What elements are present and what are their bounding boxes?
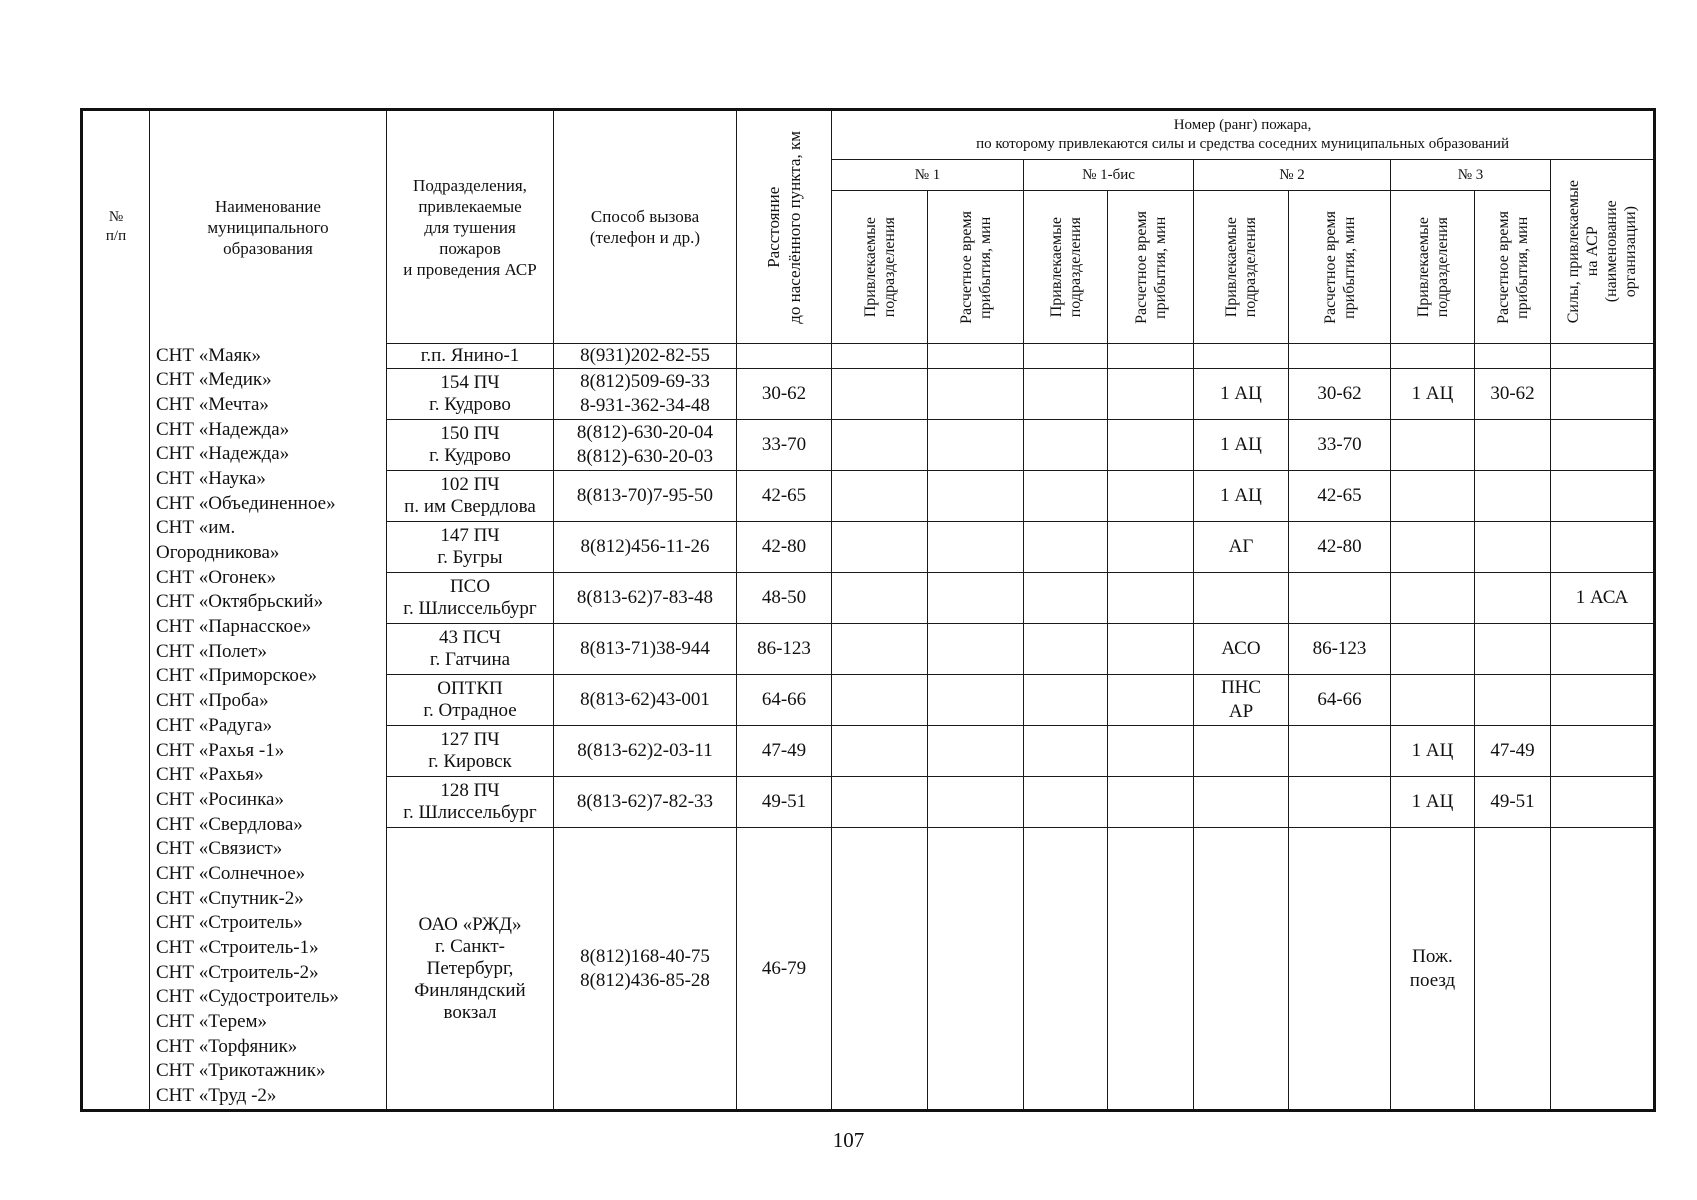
municipality-name: СНТ «Маяк» (156, 344, 262, 366)
cell-asr (1551, 369, 1655, 420)
cell-r2u: 1 АЦ (1194, 471, 1289, 522)
municipality-name: СНТ «Солнечное» (156, 862, 306, 884)
cell-asr (1551, 828, 1655, 1110)
cell-unit: 154 ПЧ г. Кудрово (387, 369, 554, 420)
municipality-name: СНТ «Парнасское» (156, 616, 312, 638)
municipality-name: СНТ «Строитель-2» (156, 961, 319, 983)
cell-r2t: 42-80 (1289, 522, 1391, 573)
cell-r2u (1194, 344, 1289, 369)
municipality-name: СНТ «Приморское» (156, 665, 318, 687)
cell-r3u (1391, 522, 1475, 573)
municipality-name: СНТ «Проба» (156, 690, 269, 712)
cell-r1bt (1108, 828, 1194, 1110)
cell-call: 8(813-62)2-03-11 (554, 726, 737, 777)
cell-r1t (928, 369, 1024, 420)
cell-r1t (928, 624, 1024, 675)
municipality-name: СНТ «Судостроитель» (156, 986, 339, 1008)
cell-call: 8(812)-630-20-04 8(812)-630-20-03 (554, 420, 737, 471)
cell-r1bt (1108, 573, 1194, 624)
cell-dist: 42-65 (737, 471, 832, 522)
cell-r2u (1194, 777, 1289, 828)
cell-r2t (1289, 726, 1391, 777)
cell-r3t: 30-62 (1475, 369, 1551, 420)
cell-asr (1551, 344, 1655, 369)
municipality-name: СНТ «Трикотажник» (156, 1060, 326, 1082)
municipality-name: СНТ «Росинка» (156, 788, 284, 810)
cell-r2t (1289, 777, 1391, 828)
municipality-list-cell (150, 344, 387, 1111)
cell-dist: 47-49 (737, 726, 832, 777)
municipality-name: СНТ «Полет» (156, 640, 267, 662)
cell-dist: 48-50 (737, 573, 832, 624)
header-r1bis-units: Привлекаемые подразделения (1024, 191, 1108, 344)
cell-asr (1551, 522, 1655, 573)
cell-asr (1551, 420, 1655, 471)
cell-r1bt (1108, 344, 1194, 369)
cell-r2t (1289, 344, 1391, 369)
cell-r1bu (1024, 828, 1108, 1110)
cell-r1u (832, 344, 928, 369)
header-r3-time: Расчетное время прибытия, мин (1475, 191, 1551, 344)
cell-r1t (928, 420, 1024, 471)
header-rank-title: Номер (ранг) пожара, по которому привлекаются силы и средства соседних муниципальных образований (832, 110, 1655, 160)
cell-r2u: АГ (1194, 522, 1289, 573)
municipality-name: СНТ «Труд -2» (156, 1085, 277, 1107)
cell-r1u (832, 624, 928, 675)
cell-r3u (1391, 344, 1475, 369)
cell-asr (1551, 675, 1655, 726)
cell-r1u (832, 522, 928, 573)
header-units: Подразделения, привлекаемые для тушения пожаров и проведения АСР (387, 110, 554, 344)
cell-r3u (1391, 420, 1475, 471)
cell-asr: 1 АСА (1551, 573, 1655, 624)
cell-r3t (1475, 344, 1551, 369)
cell-call: 8(813-62)7-83-48 (554, 573, 737, 624)
cell-r1bu (1024, 420, 1108, 471)
cell-call: 8(813-62)7-82-33 (554, 777, 737, 828)
cell-dist: 30-62 (737, 369, 832, 420)
municipality-name: СНТ «Мечта» (156, 393, 269, 415)
municipality-name: СНТ «Медик» (156, 369, 272, 391)
cell-r1u (832, 369, 928, 420)
cell-r1t (928, 344, 1024, 369)
cell-r1bt (1108, 726, 1194, 777)
cell-r1bu (1024, 471, 1108, 522)
cell-asr (1551, 726, 1655, 777)
header-call: Способ вызова (телефон и др.) (554, 110, 737, 344)
cell-unit: г.п. Янино-1 (387, 344, 554, 369)
cell-r3u (1391, 624, 1475, 675)
table-body (82, 344, 1655, 1111)
municipality-name: СНТ «Радуга» (156, 714, 273, 736)
municipality-name: СНТ «Свердлова» (156, 813, 303, 835)
cell-unit: 150 ПЧ г. Кудрово (387, 420, 554, 471)
cell-r3t (1475, 522, 1551, 573)
cell-r2u: 1 АЦ (1194, 420, 1289, 471)
municipality-name: СНТ «Терем» (156, 1011, 268, 1033)
header-r1-units: Привлекаемые подразделения (832, 191, 928, 344)
cell-r3u: 1 АЦ (1391, 777, 1475, 828)
cell-dist: 46-79 (737, 828, 832, 1110)
cell-r1t (928, 675, 1024, 726)
municipality-name: СНТ «Рахья -1» (156, 739, 285, 761)
cell-r2u (1194, 828, 1289, 1110)
cell-r1t (928, 828, 1024, 1110)
cell-unit: ОАО «РЖД» г. Санкт- Петербург, Финляндский вокзал (387, 828, 554, 1110)
cell-r2u: АСО (1194, 624, 1289, 675)
cell-r2t: 86-123 (1289, 624, 1391, 675)
cell-r1u (832, 777, 928, 828)
cell-asr (1551, 471, 1655, 522)
municipality-name: СНТ «Объединенное» (156, 492, 336, 514)
cell-asr (1551, 624, 1655, 675)
cell-r3t (1475, 573, 1551, 624)
cell-r3t (1475, 420, 1551, 471)
fire-forces-table (80, 108, 1656, 1112)
municipality-name: СНТ «Строитель» (156, 912, 303, 934)
cell-r1u (832, 471, 928, 522)
cell-r3t: 47-49 (1475, 726, 1551, 777)
header-num: № п/п (82, 110, 150, 344)
cell-unit: ОПТКП г. Отрадное (387, 675, 554, 726)
header-rank-1bis: № 1-бис (1024, 160, 1194, 191)
cell-r1t (928, 471, 1024, 522)
cell-r2u (1194, 573, 1289, 624)
municipality-name: СНТ «Связист» (156, 838, 283, 860)
header-r2-time: Расчетное время прибытия, мин (1289, 191, 1391, 344)
cell-r1bt (1108, 777, 1194, 828)
cell-call: 8(812)168-40-75 8(812)436-85-28 (554, 828, 737, 1110)
cell-call: 8(813-70)7-95-50 (554, 471, 737, 522)
cell-call: 8(813-62)43-001 (554, 675, 737, 726)
cell-r3u: 1 АЦ (1391, 369, 1475, 420)
cell-r3u (1391, 573, 1475, 624)
cell-call: 8(812)509-69-33 8-931-362-34-48 (554, 369, 737, 420)
header-r3-units: Привлекаемые подразделения (1391, 191, 1475, 344)
header-rank-3: № 3 (1391, 160, 1551, 191)
cell-asr (1551, 777, 1655, 828)
cell-r1bt (1108, 420, 1194, 471)
municipality-name: СНТ «Октябрьский» (156, 591, 324, 613)
cell-call: 8(812)456-11-26 (554, 522, 737, 573)
cell-r2t: 33-70 (1289, 420, 1391, 471)
cell-r3u (1391, 471, 1475, 522)
cell-unit: ПСО г. Шлиссельбург (387, 573, 554, 624)
header-r1-time: Расчетное время прибытия, мин (928, 191, 1024, 344)
cell-r3t (1475, 624, 1551, 675)
cell-r1bu (1024, 624, 1108, 675)
cell-unit: 43 ПСЧ г. Гатчина (387, 624, 554, 675)
cell-dist: 49-51 (737, 777, 832, 828)
cell-r1bu (1024, 675, 1108, 726)
cell-r1t (928, 777, 1024, 828)
cell-r1u (832, 573, 928, 624)
cell-r2t: 42-65 (1289, 471, 1391, 522)
page-number: 107 (832, 1128, 865, 1152)
cell-unit: 128 ПЧ г. Шлиссельбург (387, 777, 554, 828)
cell-r1bu (1024, 369, 1108, 420)
cell-unit: 102 ПЧ п. им Свердлова (387, 471, 554, 522)
cell-r1u (832, 675, 928, 726)
cell-r2t: 30-62 (1289, 369, 1391, 420)
header-municipality: Наименование муниципального образования (150, 110, 387, 344)
header-distance: Расстояние до населённого пункта, км (737, 110, 832, 344)
cell-dist: 64-66 (737, 675, 832, 726)
municipality-name: СНТ «Спутник-2» (156, 887, 304, 909)
cell-unit: 147 ПЧ г. Бугры (387, 522, 554, 573)
header-r1bis-time: Расчетное время прибытия, мин (1108, 191, 1194, 344)
cell-r3t (1475, 828, 1551, 1110)
cell-r1bt (1108, 471, 1194, 522)
municipality-name: СНТ «им. (156, 517, 236, 539)
cell-unit: 127 ПЧ г. Кировск (387, 726, 554, 777)
cell-r1bu (1024, 573, 1108, 624)
cell-r2u (1194, 726, 1289, 777)
cell-r1bu (1024, 777, 1108, 828)
cell-r1u (832, 420, 928, 471)
cell-r2t (1289, 573, 1391, 624)
cell-r3u: 1 АЦ (1391, 726, 1475, 777)
cell-r1u (832, 726, 928, 777)
cell-r1t (928, 522, 1024, 573)
header-rank-1: № 1 (832, 160, 1024, 191)
cell-r2u: 1 АЦ (1194, 369, 1289, 420)
cell-r1bt (1108, 369, 1194, 420)
cell-r1bt (1108, 522, 1194, 573)
municipality-name: СНТ «Наука» (156, 467, 266, 489)
cell-r1t (928, 726, 1024, 777)
header-r2-units: Привлекаемые подразделения (1194, 191, 1289, 344)
municipality-name: Огородникова» (156, 542, 280, 563)
cell-call: 8(813-71)38-944 (554, 624, 737, 675)
cell-r3t (1475, 675, 1551, 726)
table-row (82, 344, 1655, 369)
cell-r2t (1289, 828, 1391, 1110)
municipality-name: СНТ «Надежда» (156, 443, 290, 465)
cell-dist: 86-123 (737, 624, 832, 675)
cell-r1t (928, 573, 1024, 624)
cell-r1u (832, 828, 928, 1110)
municipality-name: СНТ «Торфяник» (156, 1035, 298, 1057)
municipality-name: СНТ «Строитель-1» (156, 937, 319, 958)
row-number-cell (82, 344, 150, 1111)
cell-dist (737, 344, 832, 369)
cell-r2u: ПНС АР (1194, 675, 1289, 726)
cell-r1bu (1024, 522, 1108, 573)
cell-r1bu (1024, 344, 1108, 369)
municipality-name: СНТ «Рахья» (156, 764, 264, 786)
cell-r1bu (1024, 726, 1108, 777)
cell-r3u (1391, 675, 1475, 726)
cell-dist: 42-80 (737, 522, 832, 573)
header-asr-forces: Силы, привлекаемые на АСР (наименование организации) (1551, 160, 1655, 344)
cell-r3t: 49-51 (1475, 777, 1551, 828)
municipality-name: СНТ «Надежда» (156, 418, 290, 440)
cell-dist: 33-70 (737, 420, 832, 471)
cell-r3u: Пож. поезд (1391, 828, 1475, 1110)
cell-r3t (1475, 471, 1551, 522)
cell-r2t: 64-66 (1289, 675, 1391, 726)
cell-call: 8(931)202-82-55 (554, 344, 737, 369)
cell-r1bt (1108, 624, 1194, 675)
cell-r1bt (1108, 675, 1194, 726)
document-sheet (80, 108, 1656, 1112)
municipality-name: СНТ «Огонек» (156, 566, 277, 588)
header-rank-2: № 2 (1194, 160, 1391, 191)
